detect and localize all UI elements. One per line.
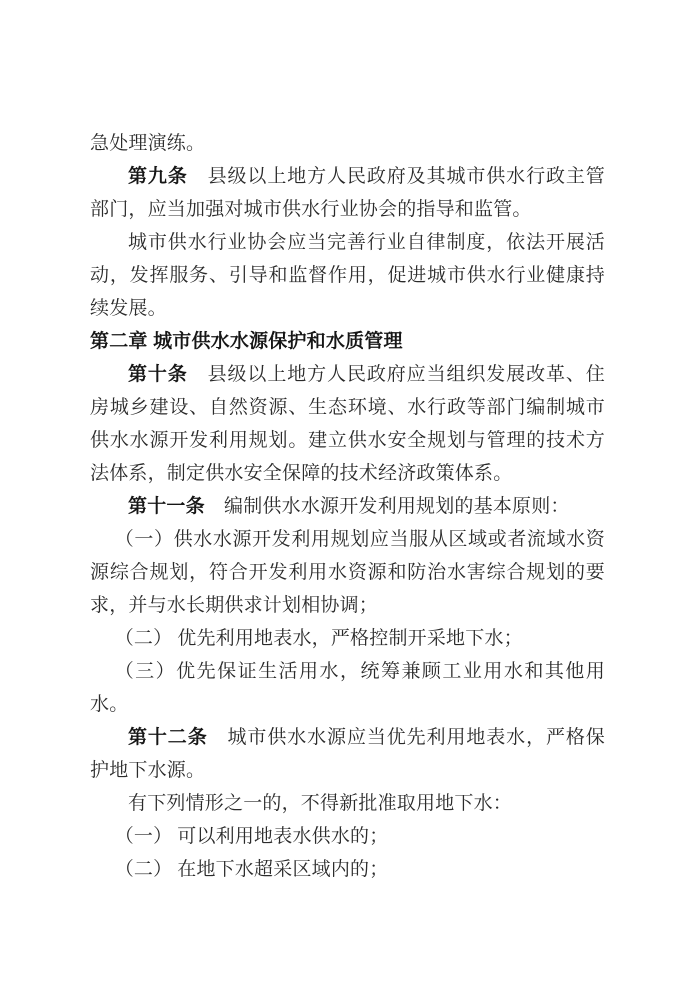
paragraph-industry-association [90, 226, 605, 325]
chapter-2-heading-text: 第二章 城市供水水源保护和水质管理 [90, 331, 403, 352]
paragraph-text: 城市供水行业协会应当完善行业自律制度，依法开展活动，发挥服务、引导和监督作用，促进城市供水行业健康持续发展。 [90, 232, 605, 319]
principle-item-1 [90, 523, 605, 622]
list-item-text: （二） 优先利用地表水，严格控制开采地下水； [114, 628, 523, 649]
list-item-text: （一） 可以利用地表水供水的； [114, 826, 389, 847]
list-item-text: （二） 在地下水超采区域内的； [114, 859, 389, 880]
article-12-text: 城市供水水源应当优先利用地表水，严格保护地下水源。 [90, 727, 605, 781]
article-12-label: 第十二条 [128, 727, 208, 748]
list-item-text: （一）供水水源开发利用规划应当服从区域或者流域水资源综合规划，符合开发利用水资源和防治水害综合规划的要求，并与水长期供求计划相协调； [90, 529, 605, 616]
article-11-text: 编制供水水源开发利用规划的基本原则： [204, 496, 570, 517]
paragraph-text: 急处理演练。 [90, 133, 206, 154]
article-10-label: 第十条 [128, 364, 188, 385]
principle-item-3 [90, 655, 605, 721]
article-12 [90, 721, 605, 787]
chapter-2-heading [90, 325, 605, 358]
article-10-text: 县级以上地方人民政府应当组织发展改革、住房城乡建设、自然资源、生态环境、水行政等部门编制城市供水水源开发利用规划。建立供水安全规划与管理的技术方法体系，制定供水安全保障的技术经济政策体系。 [90, 364, 605, 484]
paragraph-continuation [90, 127, 605, 160]
article-11-label: 第十一条 [128, 496, 205, 517]
article-9-label: 第九条 [128, 166, 188, 187]
article-9 [90, 160, 605, 226]
paragraph-text: 有下列情形之一的，不得新批准取用地下水： [128, 793, 513, 814]
article-11 [90, 490, 605, 523]
article-9-text: 县级以上地方人民政府及其城市供水行政主管部门，应当加强对城市供水行业协会的指导和监管。 [90, 166, 605, 220]
list-item-text: （三）优先保证生活用水，统筹兼顾工业用水和其他用水。 [90, 661, 605, 715]
principle-item-2 [90, 622, 605, 655]
article-10 [90, 358, 605, 490]
groundwater-item-1 [90, 820, 605, 853]
paragraph-groundwater-intro [90, 787, 605, 820]
groundwater-item-2 [90, 853, 605, 886]
